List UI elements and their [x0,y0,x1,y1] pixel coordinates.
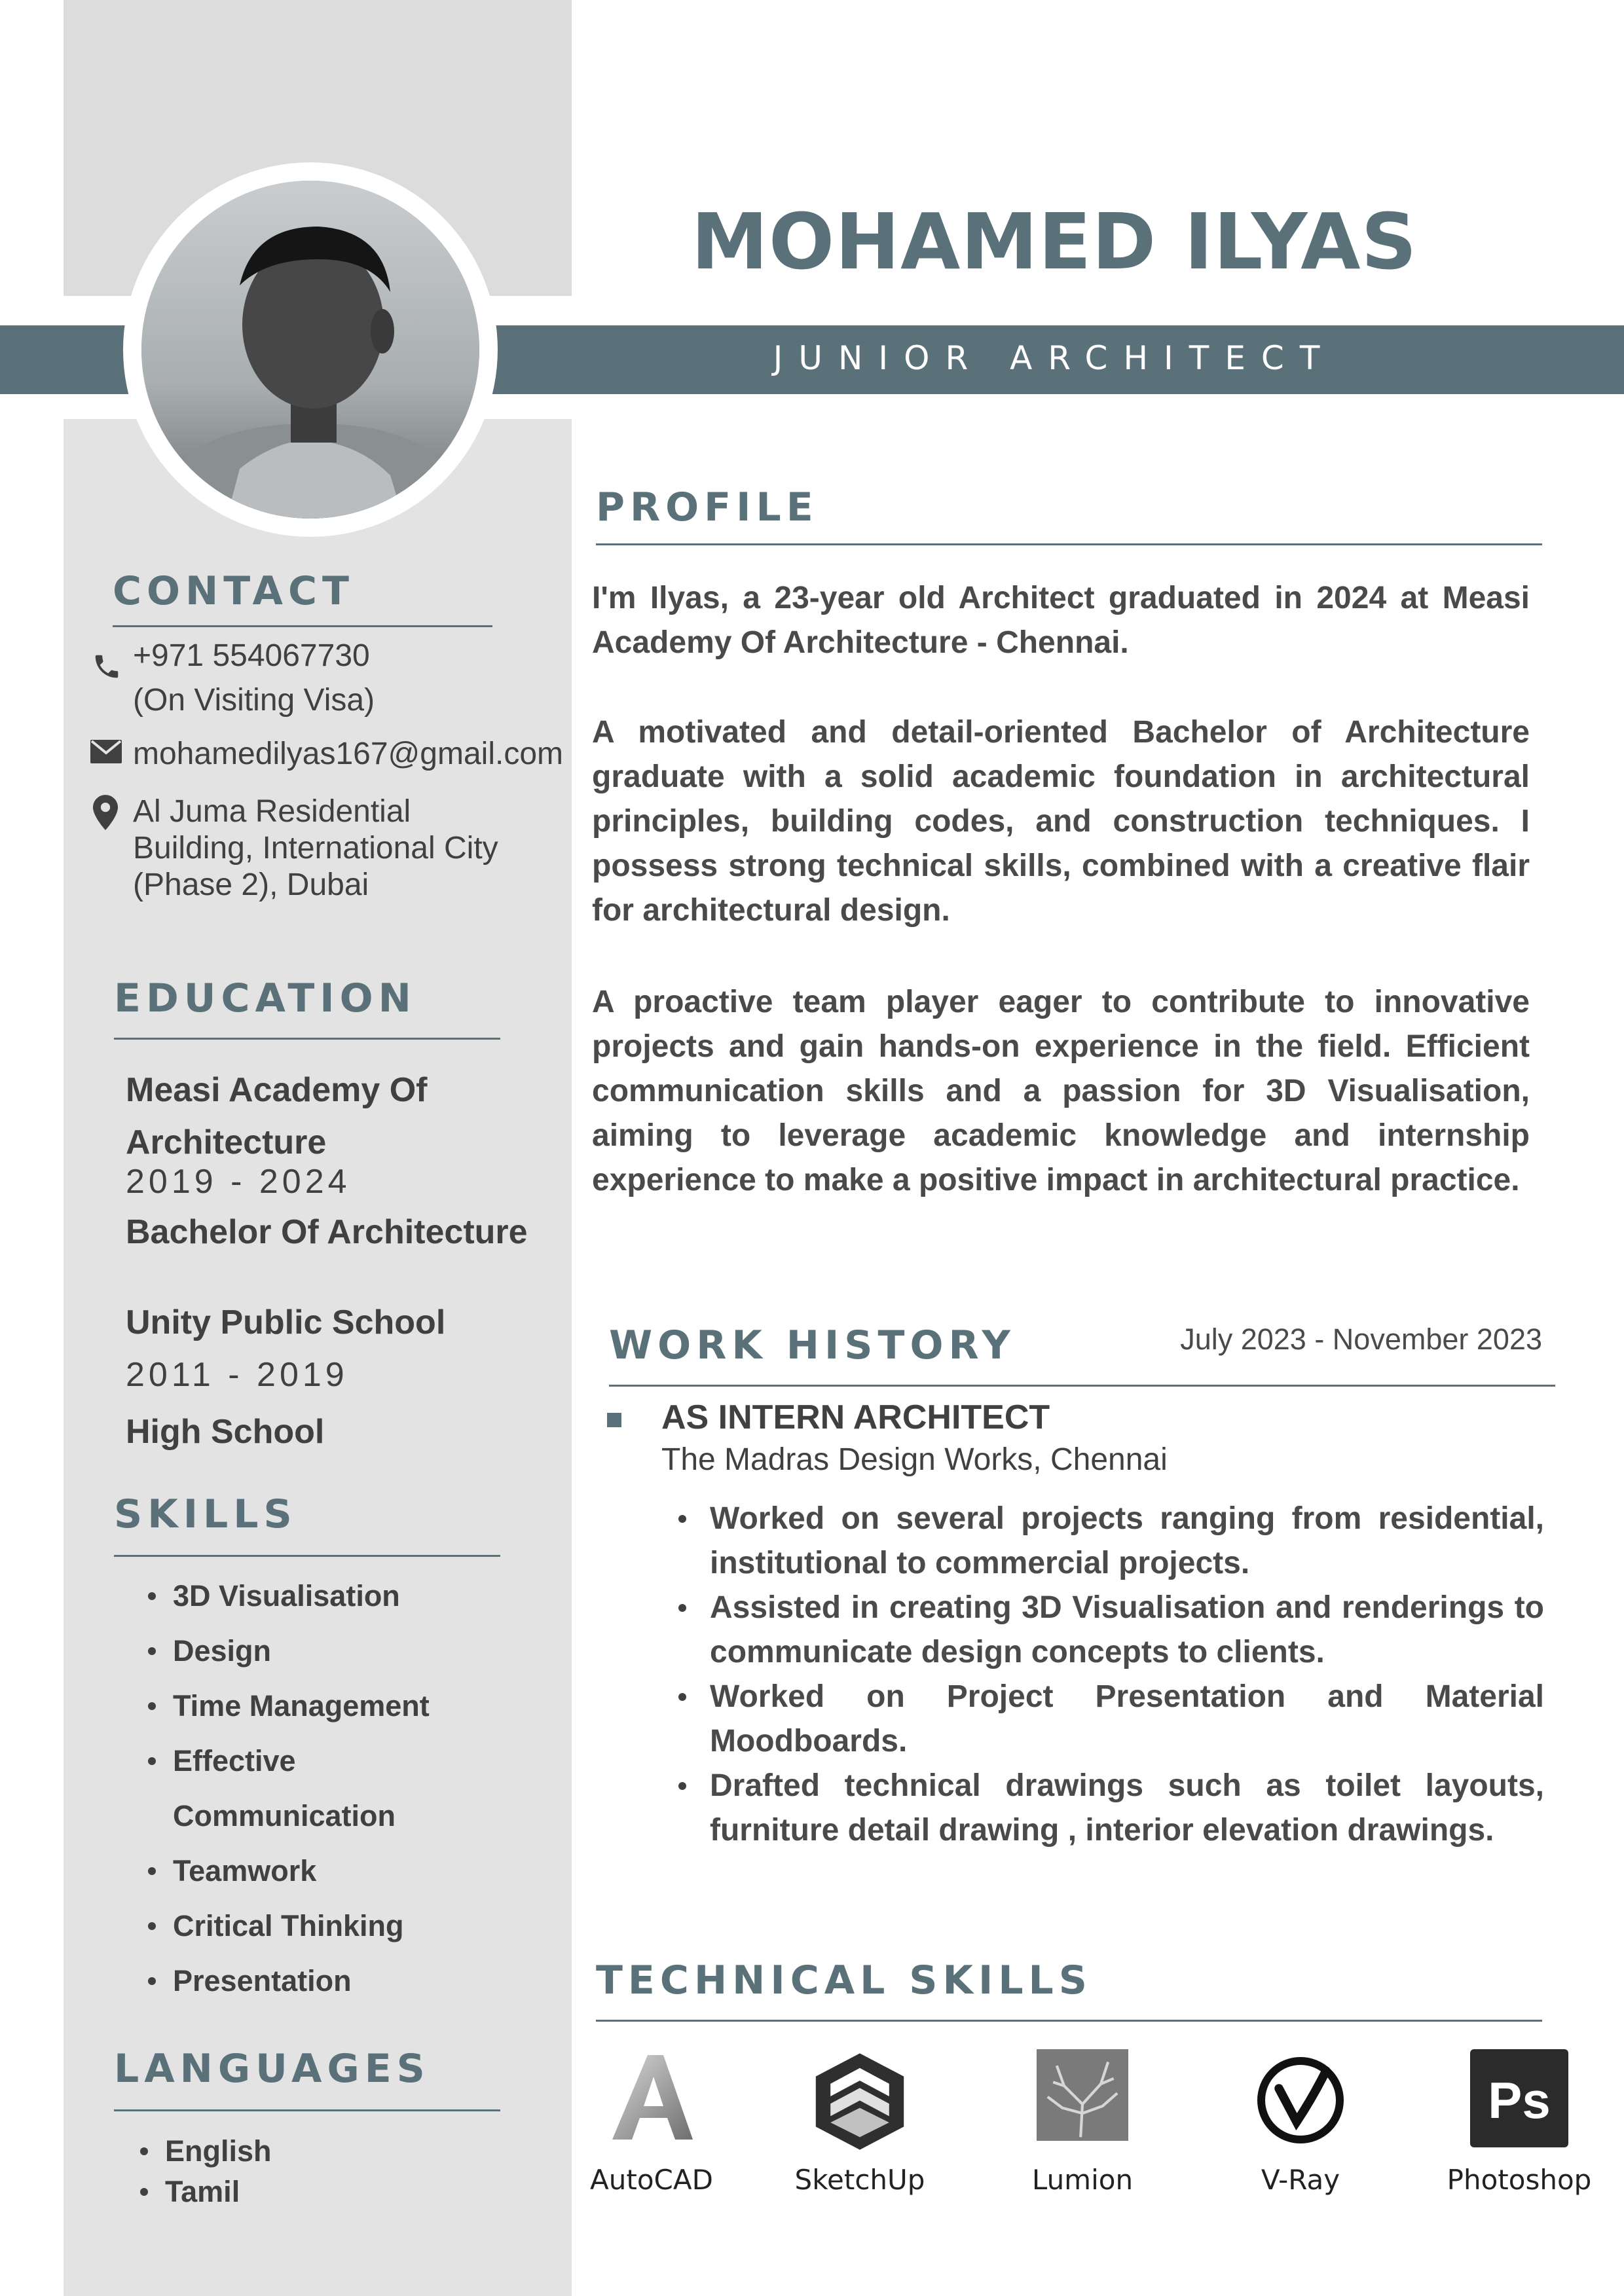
location-pin-icon [93,795,118,830]
skill-item: Critical Thinking [139,1899,545,1954]
language-item: Tamil [131,2172,537,2212]
skill-item: Design [139,1624,545,1679]
education-degree: High School [126,1413,325,1451]
duty-item: Worked on Project Presentation and Material Moodboards. [678,1675,1544,1764]
profile-divider [596,543,1542,545]
phone-icon [92,651,122,682]
school-line: Measi Academy Of [126,1071,428,1109]
address [133,793,498,903]
work-divider [609,1385,1555,1387]
profile-heading: PROFILE [596,484,819,530]
skills-divider [114,1555,500,1557]
email-icon [90,740,122,763]
candidate-name: MOHAMED ILYAS [691,196,1418,287]
school-line: Architecture [126,1123,327,1161]
lumion-icon [1037,2049,1128,2141]
avatar [141,181,479,519]
education-years: 2011 - 2019 [126,1356,348,1394]
tool-label: Photoshop [1447,2164,1592,2196]
skills-heading: SKILLS [114,1491,297,1537]
avatar-portrait [141,181,479,519]
tool-label: V-Ray [1261,2164,1340,2196]
skill-item: 3D Visualisation [139,1569,545,1624]
profile-paragraph: A proactive team player eager to contribute to innovative projects and gain hands-on experience in the field. Efficient communication skills and a passion for 3D Visualisation, aiming to leverage academic knowledge and internship experience to make a positive impact in architectural practice. [592,985,1530,1197]
email-address[interactable]: mohamedilyas167@gmail.com [133,737,563,771]
photoshop-logo-text: Ps [1488,2071,1551,2129]
tool-label: SketchUp [794,2164,925,2196]
job-role: JUNIOR ARCHITECT [773,339,1336,377]
skill-item: Effective [139,1734,545,1789]
contact-heading: CONTACT [113,568,354,614]
duty-item: Drafted technical drawings such as toilet layouts, furniture detail drawing , interior elevation drawings. [678,1764,1544,1853]
education-school: Unity Public School [126,1303,446,1341]
tool-label: Lumion [1031,2164,1134,2196]
languages-heading: LANGUAGES [114,2046,430,2092]
work-duties-list [678,1497,1544,1853]
work-date: July 2023 - November 2023 [1180,1322,1542,1356]
autocad-icon [602,2049,701,2147]
work-heading: WORK HISTORY [609,1322,1016,1368]
address-line: Building, International City [133,831,498,866]
education-school [126,1064,427,1169]
education-heading: EDUCATION [114,975,416,1021]
skill-item-continuation: Communication [173,1799,396,1832]
language-item: English [131,2131,537,2172]
profile-paragraph: A motivated and detail-oriented Bachelor of Architecture graduate with a solid academic foundation in architectural principles, building codes, and construction techniques. I possess strong technical skills, combined with a creative flair for architectural design. [592,715,1530,928]
phone-note: (On Visiting Visa) [133,683,375,718]
duty-item: Assisted in creating 3D Visualisation and renderings to communicate design concepts to clients. [678,1586,1544,1675]
education-divider [114,1038,500,1040]
education-years: 2019 - 2024 [126,1163,351,1201]
vray-icon [1251,2049,1350,2147]
contact-divider [113,625,492,627]
skill-item: Teamwork [139,1844,545,1899]
education-degree: Bachelor Of Architecture [126,1213,528,1251]
job-title: AS INTERN ARCHITECT [661,1398,1050,1436]
skill-item: Time Management [139,1679,545,1734]
duty-item: Worked on several projects ranging from residential, institutional to commercial projects. [678,1497,1544,1586]
address-line: Al Juma Residential [133,794,411,829]
company-name: The Madras Design Works, Chennai [661,1442,1168,1477]
skills-list [139,1569,545,2009]
languages-divider [114,2109,500,2111]
address-line: (Phase 2), Dubai [133,867,369,902]
sketchup-icon [807,2049,912,2154]
languages-list [131,2131,537,2212]
profile-paragraph: I'm Ilyas, a 23-year old Architect graduated in 2024 at Measi Academy Of Architecture - Chennai. [592,581,1530,660]
technical-heading: TECHNICAL SKILLS [596,1958,1092,2003]
square-bullet-icon [607,1413,621,1427]
tool-label: AutoCAD [590,2164,713,2196]
phone-number[interactable]: +971 554067730 [133,638,370,673]
photoshop-icon [1470,2049,1568,2147]
skill-item: Presentation [139,1954,545,2009]
technical-divider [596,2020,1542,2022]
